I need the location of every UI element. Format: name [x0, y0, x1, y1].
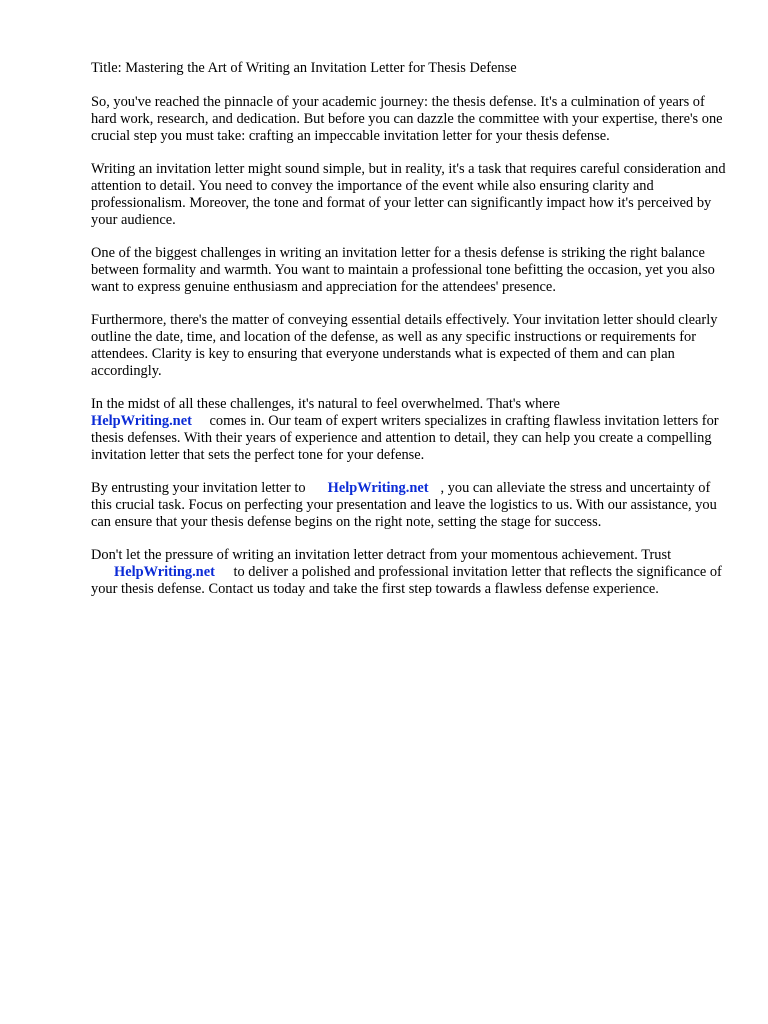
paragraph-1: So, you've reached the pinnacle of your academic journey: the thesis defense. It's a culmination of years of hard work, research, and dedication. But before you can dazzle the committee with your expertise, there's one crucial step you must take: crafting an impeccable invitation letter for your thesis defense.	[91, 94, 723, 144]
paragraph-5-text-before: In the midst of all these challenges, it's natural to feel overwhelmed. That's where	[91, 396, 560, 412]
paragraph-5-text-after: comes in. Our team of expert writers specializes in crafting flawless invitation letters for thesis defenses. With their years of experience and attention to detail, they can help you create a compelling invitation letter that sets the perfect tone for your defense.	[91, 413, 719, 463]
paragraph-3: One of the biggest challenges in writing an invitation letter for a thesis defense is striking the right balance between formality and warmth. You want to maintain a professional tone befitting the occasion, yet you also want to express genuine enthusiasm and appreciation for the attendees' presence.	[91, 245, 715, 295]
helpwriting-link-1[interactable]: HelpWriting.net	[91, 413, 192, 429]
paragraph-2: Writing an invitation letter might sound simple, but in reality, it's a task that requires careful consideration and attention to detail. You need to convey the importance of the event while also ensuring clarity and professionalism. Moreover, the tone and format of your letter can significantly impact how it's perceived by your audience.	[91, 161, 726, 228]
paragraph-6	[91, 480, 731, 531]
paragraph-7	[91, 547, 731, 598]
paragraph-7-text-after: to deliver a polished and professional invitation letter that reflects the significance of your thesis defense. Contact us today and take the first step towards a flawless defense experience.	[91, 564, 722, 597]
document-title: Title: Mastering the Art of Writing an Invitation Letter for Thesis Defense	[91, 60, 517, 76]
paragraph-5	[91, 396, 731, 464]
paragraph-6-text-after: , you can alleviate the stress and uncertainty of this crucial task. Focus on perfecting your presentation and leave the logistics to us. With our assistance, you can ensure that your thesis defense begins on the right note, setting the stage for success.	[91, 480, 717, 530]
paragraph-7-text-before: Don't let the pressure of writing an invitation letter detract from your momentous achievement. Trust	[91, 547, 672, 563]
helpwriting-link-3[interactable]: HelpWriting.net	[114, 564, 215, 580]
paragraph-6-text-before: By entrusting your invitation letter to	[91, 480, 306, 496]
paragraph-4: Furthermore, there's the matter of conveying essential details effectively. Your invitation letter should clearly outline the date, time, and location of the defense, as well as any specific instructions or requirements for attendees. Clarity is key to ensuring that everyone understands what is expected of them and can plan accordingly.	[91, 312, 718, 379]
helpwriting-link-2[interactable]: HelpWriting.net	[327, 480, 429, 496]
document-body	[91, 60, 731, 614]
